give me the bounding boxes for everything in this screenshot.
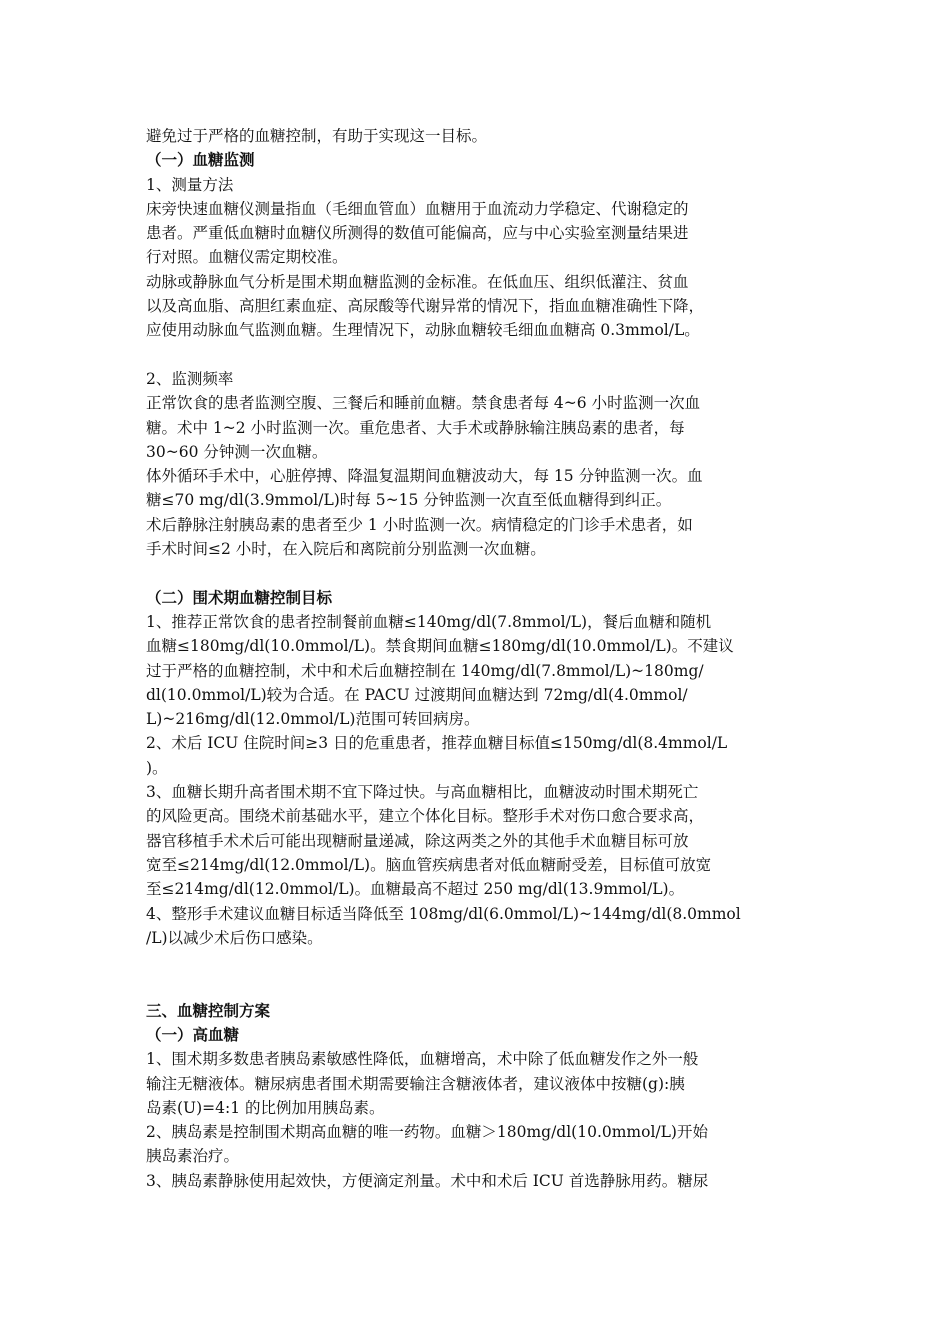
- paragraph-line: 患者。严重低血糖时血糖仪所测得的数值可能偏高，应与中心实验室测量结果进: [146, 224, 689, 243]
- paragraph-line: 过于严格的血糖控制，术中和术后血糖控制在 140mg/dl(7.8mmol/L)~180mg/: [146, 661, 704, 680]
- blank-line: [146, 343, 814, 367]
- paragraph-line: 3、血糖长期升高者围术期不宜下降过快。与高血糖相比，血糖波动时围术期死亡: [146, 783, 699, 802]
- paragraph-line: 体外循环手术中，心脏停搏、降温复温期间血糖波动大，每 15 分钟监测一次。血: [146, 467, 703, 486]
- paragraph-line: 2、胰岛素是控制围术期高血糖的唯一药物。血糖＞180mg/dl(10.0mmol/L)开始: [146, 1123, 708, 1142]
- blank-line: [146, 974, 814, 998]
- paragraph-line: 的风险更高。围绕术前基础水平，建立个体化目标。整形手术对伤口愈合要求高，: [146, 807, 705, 826]
- paragraph-line: /L)以减少术后伤口感染。: [146, 928, 323, 947]
- paragraph-line: 输注无糖液体。糖尿病患者围术期需要输注含糖液体者，建议液体中按糖(g):胰: [146, 1074, 685, 1093]
- paragraph-line: 糖。术中 1~2 小时监测一次。重危患者、大手术或静脉输注胰岛素的患者，每: [146, 418, 685, 437]
- paragraph-line: 应使用动脉血气监测血糖。生理情况下，动脉血糖较毛细血血糖高 0.3mmol/L。: [146, 321, 700, 340]
- paragraph-line: 1、围术期多数患者胰岛素敏感性降低，血糖增高，术中除了低血糖发作之外一般: [146, 1050, 699, 1069]
- section-heading: （二）围术期血糖控制目标: [146, 588, 333, 607]
- paragraph-line: 糖≤70 mg/dl(3.9mmol/L)时每 5~15 分钟监测一次直至低血糖得到纠正。: [146, 491, 672, 510]
- paragraph-line: dl(10.0mmol/L)较为合适。在 PACU 过渡期间血糖达到 72mg/dl(4.0mmol/: [146, 685, 688, 704]
- paragraph-line: 血糖≤180mg/dl(10.0mmol/L)。禁食期间血糖≤180mg/dl(10.0mmol/L)。不建议: [146, 637, 734, 656]
- blank-line: [146, 561, 814, 585]
- paragraph-line: 胰岛素治疗。: [146, 1147, 240, 1166]
- paragraph-line: 1、推荐正常饮食的患者控制餐前血糖≤140mg/dl(7.8mmol/L)，餐后血糖和随机: [146, 612, 712, 631]
- paragraph-line: 床旁快速血糖仪测量指血（毛细血管血）血糖用于血流动力学稳定、代谢稳定的: [146, 199, 689, 218]
- paragraph-line: 行对照。血糖仪需定期校准。: [146, 248, 348, 267]
- blank-line: [146, 950, 814, 974]
- paragraph-line: 1、测量方法: [146, 175, 234, 194]
- paragraph-line: 以及高血脂、高胆红素血症、高尿酸等代谢异常的情况下，指血血糖准确性下降，: [146, 297, 705, 316]
- paragraph-line: 术后静脉注射胰岛素的患者至少 1 小时监测一次。病情稳定的门诊手术患者，如: [146, 515, 693, 534]
- paragraph-line: 2、术后 ICU 住院时间≥3 日的危重患者，推荐血糖目标值≤150mg/dl(8.4mmol/L: [146, 734, 728, 753]
- paragraph-line: 4、整形手术建议血糖目标适当降低至 108mg/dl(6.0mmol/L)~144mg/dl(8.0mmol: [146, 904, 741, 923]
- paragraph-line: 宽至≤214mg/dl(12.0mmol/L)。脑血管疾病患者对低血糖耐受差，目标值可放宽: [146, 855, 712, 874]
- paragraph-line: 至≤214mg/dl(12.0mmol/L)。血糖最高不超过 250 mg/dl(13.9mmol/L)。: [146, 880, 685, 899]
- section-heading: （一）高血糖: [146, 1025, 240, 1044]
- section-heading: 三、血糖控制方案: [146, 1001, 271, 1020]
- section-heading: （一）血糖监测: [146, 151, 255, 170]
- paragraph-line: 器官移植手术术后可能出现糖耐量递减，除这两类之外的其他手术血糖目标可放: [146, 831, 689, 850]
- paragraph-line: 动脉或静脉血气分析是围术期血糖监测的金标准。在低血压、组织低灌注、贫血: [146, 272, 689, 291]
- paragraph-line: L)~216mg/dl(12.0mmol/L)范围可转回病房。: [146, 710, 480, 729]
- paragraph-line: 避免过于严格的血糖控制，有助于实现这一目标。: [146, 127, 488, 145]
- paragraph-line: 正常饮食的患者监测空腹、三餐后和睡前血糖。禁食患者每 4~6 小时监测一次血: [146, 394, 701, 413]
- document-body: [146, 124, 814, 1193]
- paragraph-line: 岛素(U)=4:1 的比例加用胰岛素。: [146, 1098, 385, 1117]
- paragraph-line: )。: [146, 758, 168, 777]
- paragraph-line: 30~60 分钟测一次血糖。: [146, 442, 328, 461]
- paragraph-line: 手术时间≤2 小时，在入院后和离院前分别监测一次血糖。: [146, 540, 546, 559]
- paragraph-line: 3、胰岛素静脉使用起效快，方便滴定剂量。术中和术后 ICU 首选静脉用药。糖尿: [146, 1171, 709, 1190]
- paragraph-line: 2、监测频率: [146, 369, 234, 388]
